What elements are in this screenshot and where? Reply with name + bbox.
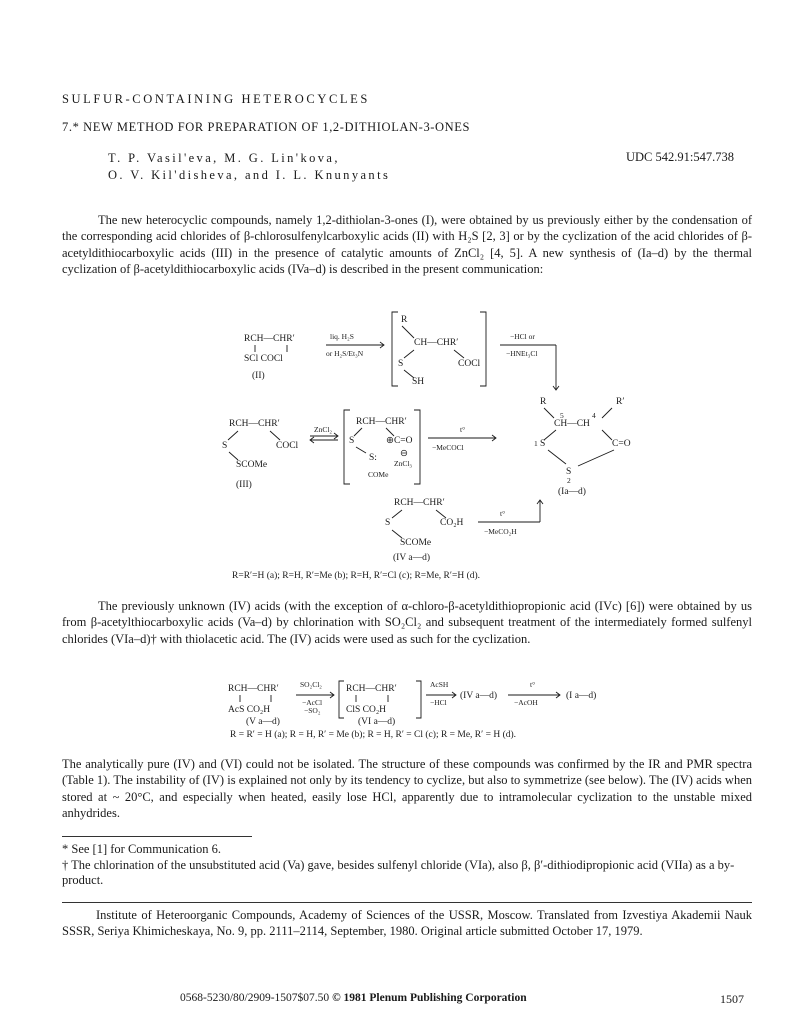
ring-position-5: 5 (560, 411, 564, 420)
elim-mecocl: −MeCOCl (432, 443, 464, 452)
reagent-acsh: AcSH (430, 680, 449, 689)
ring-carbonyl: C=O (612, 439, 631, 449)
iv-S: S (385, 518, 391, 528)
iv-SCOMe: SCOMe (400, 538, 432, 548)
second-text: The previously unknown (IV) acids (with the exception of α-chloro-β-acetyldithiopropionic acid (IVc) [6]) were obtained by us from β-acetylthiocarboxylic acids (Va–d) by chlorination with SO₂Cl₂ and subsequent treatment of the intermediately formed sulfenyl chlorides (VIa–d)† with thiolacetic acid. The (IV) acids were used as such for the cyclization. (62, 599, 752, 646)
iii-backbone: RCH—CHR′ (229, 419, 280, 429)
institution-text: Institute of Heteroorganic Compounds, Academy of Sciences of the USSR, Moscow. Translated from Izvestiya Akademii Nauk SSSR, Seriya Khimicheskaya, No. 9, pp. 2111–2114, September, 1980. Original article submitted October 17, 1979. (62, 908, 752, 938)
ring-S1: S (540, 439, 546, 449)
heat-3: t° (530, 680, 536, 689)
reagent-h2s: liq. H₂S (330, 332, 354, 341)
publication-code (180, 992, 527, 1004)
scheme1-legend: R=R′=H (a); R=H, R′=Me (b); R=H, R′=Cl (c); R=Me, R′=H (d). (232, 571, 481, 581)
scheme-route-III (222, 410, 496, 490)
scheme2-legend: R = R′ = H (a); R = H, R′ = Me (b); R = H, R′ = Cl (c); R = Me, R′ = H (d). (230, 730, 517, 740)
footnote-star: * See [1] for Communication 6. (62, 842, 221, 856)
reagent-h2s-et3n: or H₂S/Et₃N (326, 349, 364, 358)
complex-acylium: ⊕C=O (386, 436, 413, 446)
catalyst-zncl2: ZnCl₂ (314, 425, 333, 434)
elim-so2: −SO₂ (304, 706, 321, 715)
intro-paragraph (62, 212, 752, 278)
scheme2-I: (I a—d) (566, 691, 597, 701)
ii-substituents: SCl COCl (244, 354, 283, 364)
ring-position-4: 4 (592, 411, 596, 420)
elim-meco2h: −MeCO₂H (484, 527, 517, 536)
scheme-route-IV (385, 498, 543, 563)
elim-acoh: −AcOH (514, 698, 538, 707)
ring-R: R (540, 397, 547, 407)
footnotes (62, 842, 752, 889)
intro-text: The new heterocyclic compounds, namely 1,2-dithiolan-3-ones (I), were obtained by us previously either by the condensation of the corresponding acid chlorides of β-chlorosulfenylcarboxylic acids (II) with H₂S [2, 3] or by the cyclization of the acid chlorides of β-acetyldithiocarboxylic acids (III) in the presence of catalytic amounts of ZnCl₂ [4, 5]. A new synthesis of (Ia–d) by the thermal cyclization of β-acetyldithiocarboxylic acids (IVa–d) is described in the present communication: (62, 213, 752, 277)
vi-backbone: RCH—CHR′ (346, 684, 397, 694)
copyright: © 1981 Plenum Publishing Corporation (332, 992, 527, 1004)
vi-substituents: ClS CO₂H (346, 705, 387, 715)
elim-hnet3cl: −HNEt₃Cl (506, 349, 538, 358)
third-paragraph (62, 756, 752, 822)
ring-S2: S (566, 467, 572, 477)
scheme2-IV: (IV a—d) (460, 691, 498, 701)
iv-CO2H: CO₂H (440, 518, 464, 528)
label-II: (II) (252, 371, 265, 381)
institution-divider (62, 902, 752, 903)
heat-2: t° (500, 509, 506, 518)
authors-line-1: T. P. Vasil'eva, M. G. Lin'kova, (108, 151, 340, 165)
int-SH: SH (412, 377, 425, 387)
ring-position-2: 2 (567, 476, 571, 485)
institution-block (62, 908, 752, 939)
int-backbone: CH—CHR′ (414, 338, 459, 348)
scheme-route-II (244, 312, 559, 390)
complex-S: S (349, 436, 355, 446)
elim-hcl-2: −HCl (430, 698, 447, 707)
iii-S: S (222, 441, 228, 451)
int-COCl: COCl (458, 359, 481, 369)
ring-position-1: 1 (534, 439, 538, 448)
udc-code: UDC 542.91:547.738 (626, 150, 734, 164)
third-text: The analytically pure (IV) and (VI) could not be isolated. The structure of these compounds was confirmed by the IR and PMR spectra (Table 1). The instability of (IV) is explained not only by its tendency to cyclize, but also to symmetrize (see below). The (IV) acids when stored at ~ 20°C, and especially when heated, easily lose HCl, apparently due to intramolecular cyclization to the unstable mixed anhydrides. (62, 757, 752, 821)
complex-backbone: RCH—CHR′ (356, 417, 407, 427)
complex-COMe: COMe (368, 470, 389, 479)
article-title: 7.* NEW METHOD FOR PREPARATION OF 1,2-DITHIOLAN-3-ONES (62, 120, 471, 134)
reagent-so2cl2: SO₂Cl₂ (300, 680, 322, 689)
int-R: R (401, 315, 408, 325)
complex-charge: ⊖ (400, 449, 408, 459)
elim-accl: −AcCl (302, 698, 323, 707)
iii-SCOMe: SCOMe (236, 460, 268, 470)
heat-1: t° (460, 425, 466, 434)
ii-backbone: RCH—CHR′ (244, 334, 295, 344)
label-V: (V a—d) (246, 717, 280, 727)
authors-line-2: O. V. Kil'disheva, and I. L. Knunyants (108, 168, 391, 182)
product-ring-I (534, 397, 631, 497)
label-I: (Ia—d) (558, 487, 586, 497)
scheme-2 (228, 680, 596, 727)
complex-zncl3: ZnCl₃ (394, 459, 413, 468)
page-number: 1507 (720, 992, 744, 1006)
footnote-divider (62, 836, 252, 837)
footnote-dagger: † The chlorination of the unsubstituted acid (Va) gave, besides sulfenyl chloride (VIa), also β, β′-dithiodipropionic acid (VIIa) as a by-product. (62, 857, 735, 888)
series-heading: SULFUR-CONTAINING HETEROCYCLES (62, 92, 370, 106)
label-III: (III) (236, 480, 252, 490)
v-backbone: RCH—CHR′ (228, 684, 279, 694)
authors (108, 150, 390, 184)
complex-S2: S: (369, 453, 377, 463)
iii-COCl: COCl (276, 441, 299, 451)
second-paragraph (62, 598, 752, 647)
iv-backbone: RCH—CHR′ (394, 498, 445, 508)
v-substituents: AcS CO₂H (228, 705, 271, 715)
ring-R-prime: R′ (616, 397, 625, 407)
int-S: S (398, 359, 404, 369)
price-code: 0568-5230/80/2909-1507$07.50 (180, 992, 330, 1004)
elim-hcl: −HCl or (510, 332, 535, 341)
ring-backbone: CH—CH (554, 419, 590, 429)
label-VI: (VI a—d) (358, 717, 396, 727)
label-IV: (IV a—d) (393, 553, 431, 563)
